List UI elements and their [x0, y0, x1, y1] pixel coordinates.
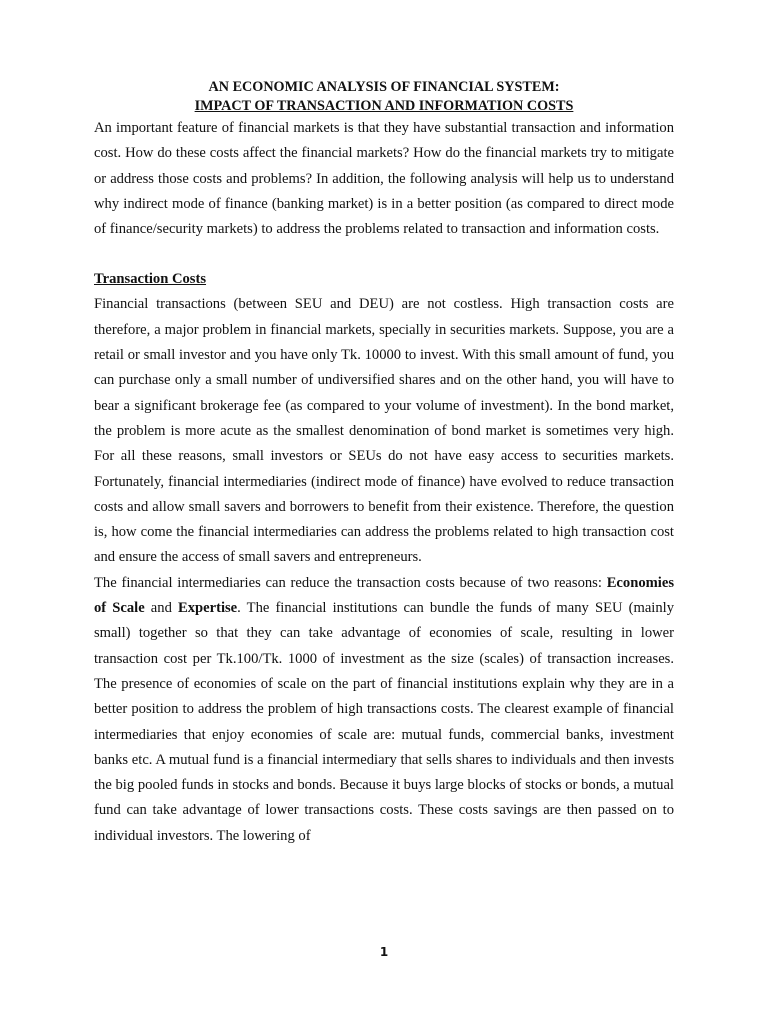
term-economies-of-scale: Economies of Scale	[94, 574, 674, 617]
document-page	[94, 78, 674, 849]
term-expertise: Expertise	[177, 600, 238, 617]
document-title-line-1: AN ECONOMIC ANALYSIS OF FINANCIAL SYSTEM:	[208, 79, 560, 95]
transaction-costs-paragraph: Financial transactions (between SEU and DEU) are not costless. High transaction costs are therefore, a major problem in financial markets, specially in securities markets. Suppose, you are a retail or small investor and you have only Tk. 10000 to invest. With this small amount of fund, you can purchase only a small number of undiversified shares and on the other hand, you will have to bear a significant brokerage fee (as compared to your volume of investment). In the bond market, the problem is more acute as the smallest denomination of bond market is sometimes very high. For all these reasons, small investors or SEUs do not have easy access to securities markets. Fortunately, financial intermediaries (indirect mode of finance) have evolved to reduce transaction costs and allow small savers and borrowers to benefit from their existence. Therefore, the question is, how come the financial intermediaries can address the problems related to high transaction cost and ensure the access of small savers and entrepreneurs.	[94, 296, 674, 566]
intro-paragraph: An important feature of financial markets is that they have substantial transaction and information cost. How do these costs affect the financial markets? How do the financial markets try to mitigate or address those costs and problems? In addition, the following analysis will help us to understand why indirect mode of finance (banking market) is in a better position (as compared to direct mode of finance/security markets) to address the problems related to transaction and information costs.	[94, 120, 674, 238]
connector-and: and	[150, 600, 172, 617]
intermediaries-paragraph-intro: The financial intermediaries can reduce the transaction costs because of two reasons:	[94, 574, 602, 591]
intermediaries-paragraph-rest: . The financial institutions can bundle the funds of many SEU (mainly small) together so that they can take advantage of economies of scale, resulting in lower transaction cost per Tk.100/Tk. 1000 of investment as the size (scales) of transaction increases. The presence of economies of scale on the part of financial institutions explain why they are in a better position to address the problem of high transactions costs. The clearest example of financial intermediaries that enjoy economies of scale are: mutual funds, commercial banks, investment banks etc. A mutual fund is a financial intermediary that sells shares to individuals and then invests the big pooled funds in stocks and bonds. Because it buys large blocks of stocks or bonds, a mutual fund can take advantage of lower transactions costs. These costs savings are then passed on to individual investors. The lowering of	[94, 600, 675, 844]
page-number: 1	[379, 945, 389, 959]
document-title-line-2: IMPACT OF TRANSACTION AND INFORMATION COSTS	[194, 98, 574, 114]
intermediaries-paragraph	[94, 571, 674, 849]
section-heading-transaction-costs: Transaction Costs	[94, 271, 207, 288]
